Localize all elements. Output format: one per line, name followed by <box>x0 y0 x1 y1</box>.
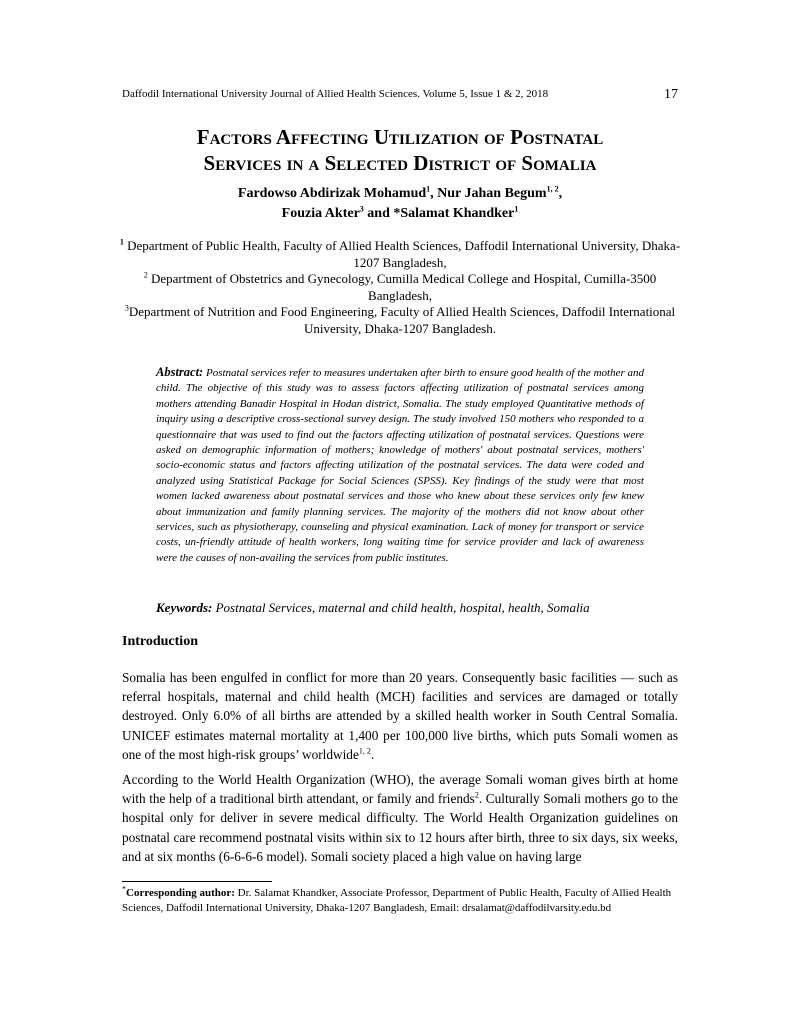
paragraph-text: Somalia has been engulfed in conflict for more than 20 years. Consequently basic facilities — such as referral hospitals, maternal and child health (MCH) facilities and services are damaged or totally destroyed. Only 6.0% of all births are attended by a skilled health worker in South Central Somalia. UNICEF estimates maternal mortality at 1,400 per 100,000 live births, which puts Somali women as one of the most high-risk groups’ worldwide <box>122 670 678 762</box>
affiliation <box>118 271 682 304</box>
author-affiliation-mark: 1 <box>514 204 519 214</box>
page-number: 17 <box>664 87 678 102</box>
citation-mark: 2 <box>474 790 479 800</box>
footnote-divider <box>122 881 272 882</box>
abstract-text: Postnatal services refer to measures undertaken after birth to ensure good health of the mother and child. The objective of this study was to assess factors affecting utilization of postnatal services among mothers attending Banadir Hospital in Hodan district, Somalia. The study employed Quantitative methods of inquiry using a descriptive cross-sectional survey design. The study involved 150 mothers who responded to a questionnaire that was used to find out the factors affecting utilization of postnatal services. Questions were asked on demographic information of mothers; knowledge of mothers' about postnatal services, mothers' socio-economic status and factors affecting utilization of the postnatal services. The data were coded and analyzed using Statistical Package for Social Sciences (SPSS). Key findings of the study were that most women lacked awareness about postnatal services and those who knew about these services only few knew about immunization and family planning services. The majority of the mothers did not know about other services, such as physiotherapy, counseling and physical examination. Lack of money for transport or service costs, un-friendly attitude of health workers, long waiting time for service provider and lack of awareness were the causes of non-availing the services from public institutes. <box>156 367 644 564</box>
citation-mark: 1, 2 <box>358 746 371 756</box>
author-name: Fouzia Akter <box>281 206 360 221</box>
affiliations <box>118 238 682 337</box>
running-header: Daffodil International University Journal of Allied Health Sciences. Volume 5, Issue 1 & 2, 2018 <box>122 88 549 100</box>
footnote-mark: * <box>122 884 126 894</box>
author-list: Fardowso Abdirizak Mohamud$^1$, Nur Jahan Begum$^{1, 2}$, Fouzia Akter$^3$ and *Salamat Khandker$^1$ <box>237 184 563 221</box>
footnote <box>122 886 678 915</box>
keywords-label: Keywords: <box>156 600 213 615</box>
affiliation-mark: 3 <box>124 303 129 313</box>
footnote-text: Dr. Salamat Khandker, Associate Professor, Department of Public Health, Faculty of Allied Health Sciences, Daffodil International University, Dhaka-1207 Bangladesh, Email: drsalamat@daffodilvarsity.edu.bd <box>122 887 672 914</box>
paragraph-text: . <box>370 746 375 762</box>
footnote-label: Corresponding author: <box>126 887 235 899</box>
keywords-text: Postnatal Services, maternal and child health, hospital, health, Somalia <box>215 600 590 615</box>
body-paragraph <box>122 770 678 866</box>
keywords <box>156 600 644 616</box>
affiliation-mark: 1 <box>119 237 124 247</box>
affiliation-text: Department of Nutrition and Food Engineering, Faculty of Allied Health Sciences, Daffodil International University, Dhaka-1207 Bangladesh. <box>128 304 676 336</box>
author-affiliation-mark: 3 <box>359 204 364 214</box>
affiliation <box>118 238 682 271</box>
paper-title <box>100 124 700 176</box>
paragraph-text: . Culturally Somali mothers go to the hospital only for deliver in severe medical difficulty. The World Health Organization guidelines on postnatal care recommend postnatal visits within six to 12 hours after birth, three to six days, six weeks, and at six months (6-6-6-6 model). Somali society placed a high value on having large <box>122 791 678 864</box>
title-line-1: Factors Affecting Utilization of Postnatal <box>196 125 604 149</box>
author-conjunction: and <box>367 206 390 221</box>
abstract <box>156 365 644 566</box>
abstract-label: Abstract: <box>156 365 204 379</box>
body-paragraph <box>122 668 678 764</box>
affiliation-text: Department of Obstetrics and Gynecology, Cumilla Medical College and Hospital, Cumilla-3500 Bangladesh, <box>150 271 657 303</box>
paragraph-text: According to the World Health Organization (WHO), the average Somali woman gives birth at home with the help of a traditional birth attendant, or family and friends <box>122 772 678 807</box>
affiliation-mark: 2 <box>143 270 148 280</box>
affiliation-text: Department of Public Health, Faculty of Allied Health Sciences, Daffodil International University, Dhaka-1207 Bangladesh, <box>127 238 681 270</box>
author-name: *Salamat Khandker <box>393 206 515 221</box>
section-heading-introduction: Introduction <box>122 634 198 649</box>
author-name: Fardowso Abdirizak Mohamud <box>237 186 427 201</box>
author-name: Nur Jahan Begum <box>437 186 547 201</box>
author-affiliation-mark: 1, 2 <box>546 184 559 194</box>
author-affiliation-mark: 1 <box>426 184 431 194</box>
title-line-2: Services in a Selected District of Somalia <box>203 151 597 175</box>
affiliation <box>118 304 682 337</box>
